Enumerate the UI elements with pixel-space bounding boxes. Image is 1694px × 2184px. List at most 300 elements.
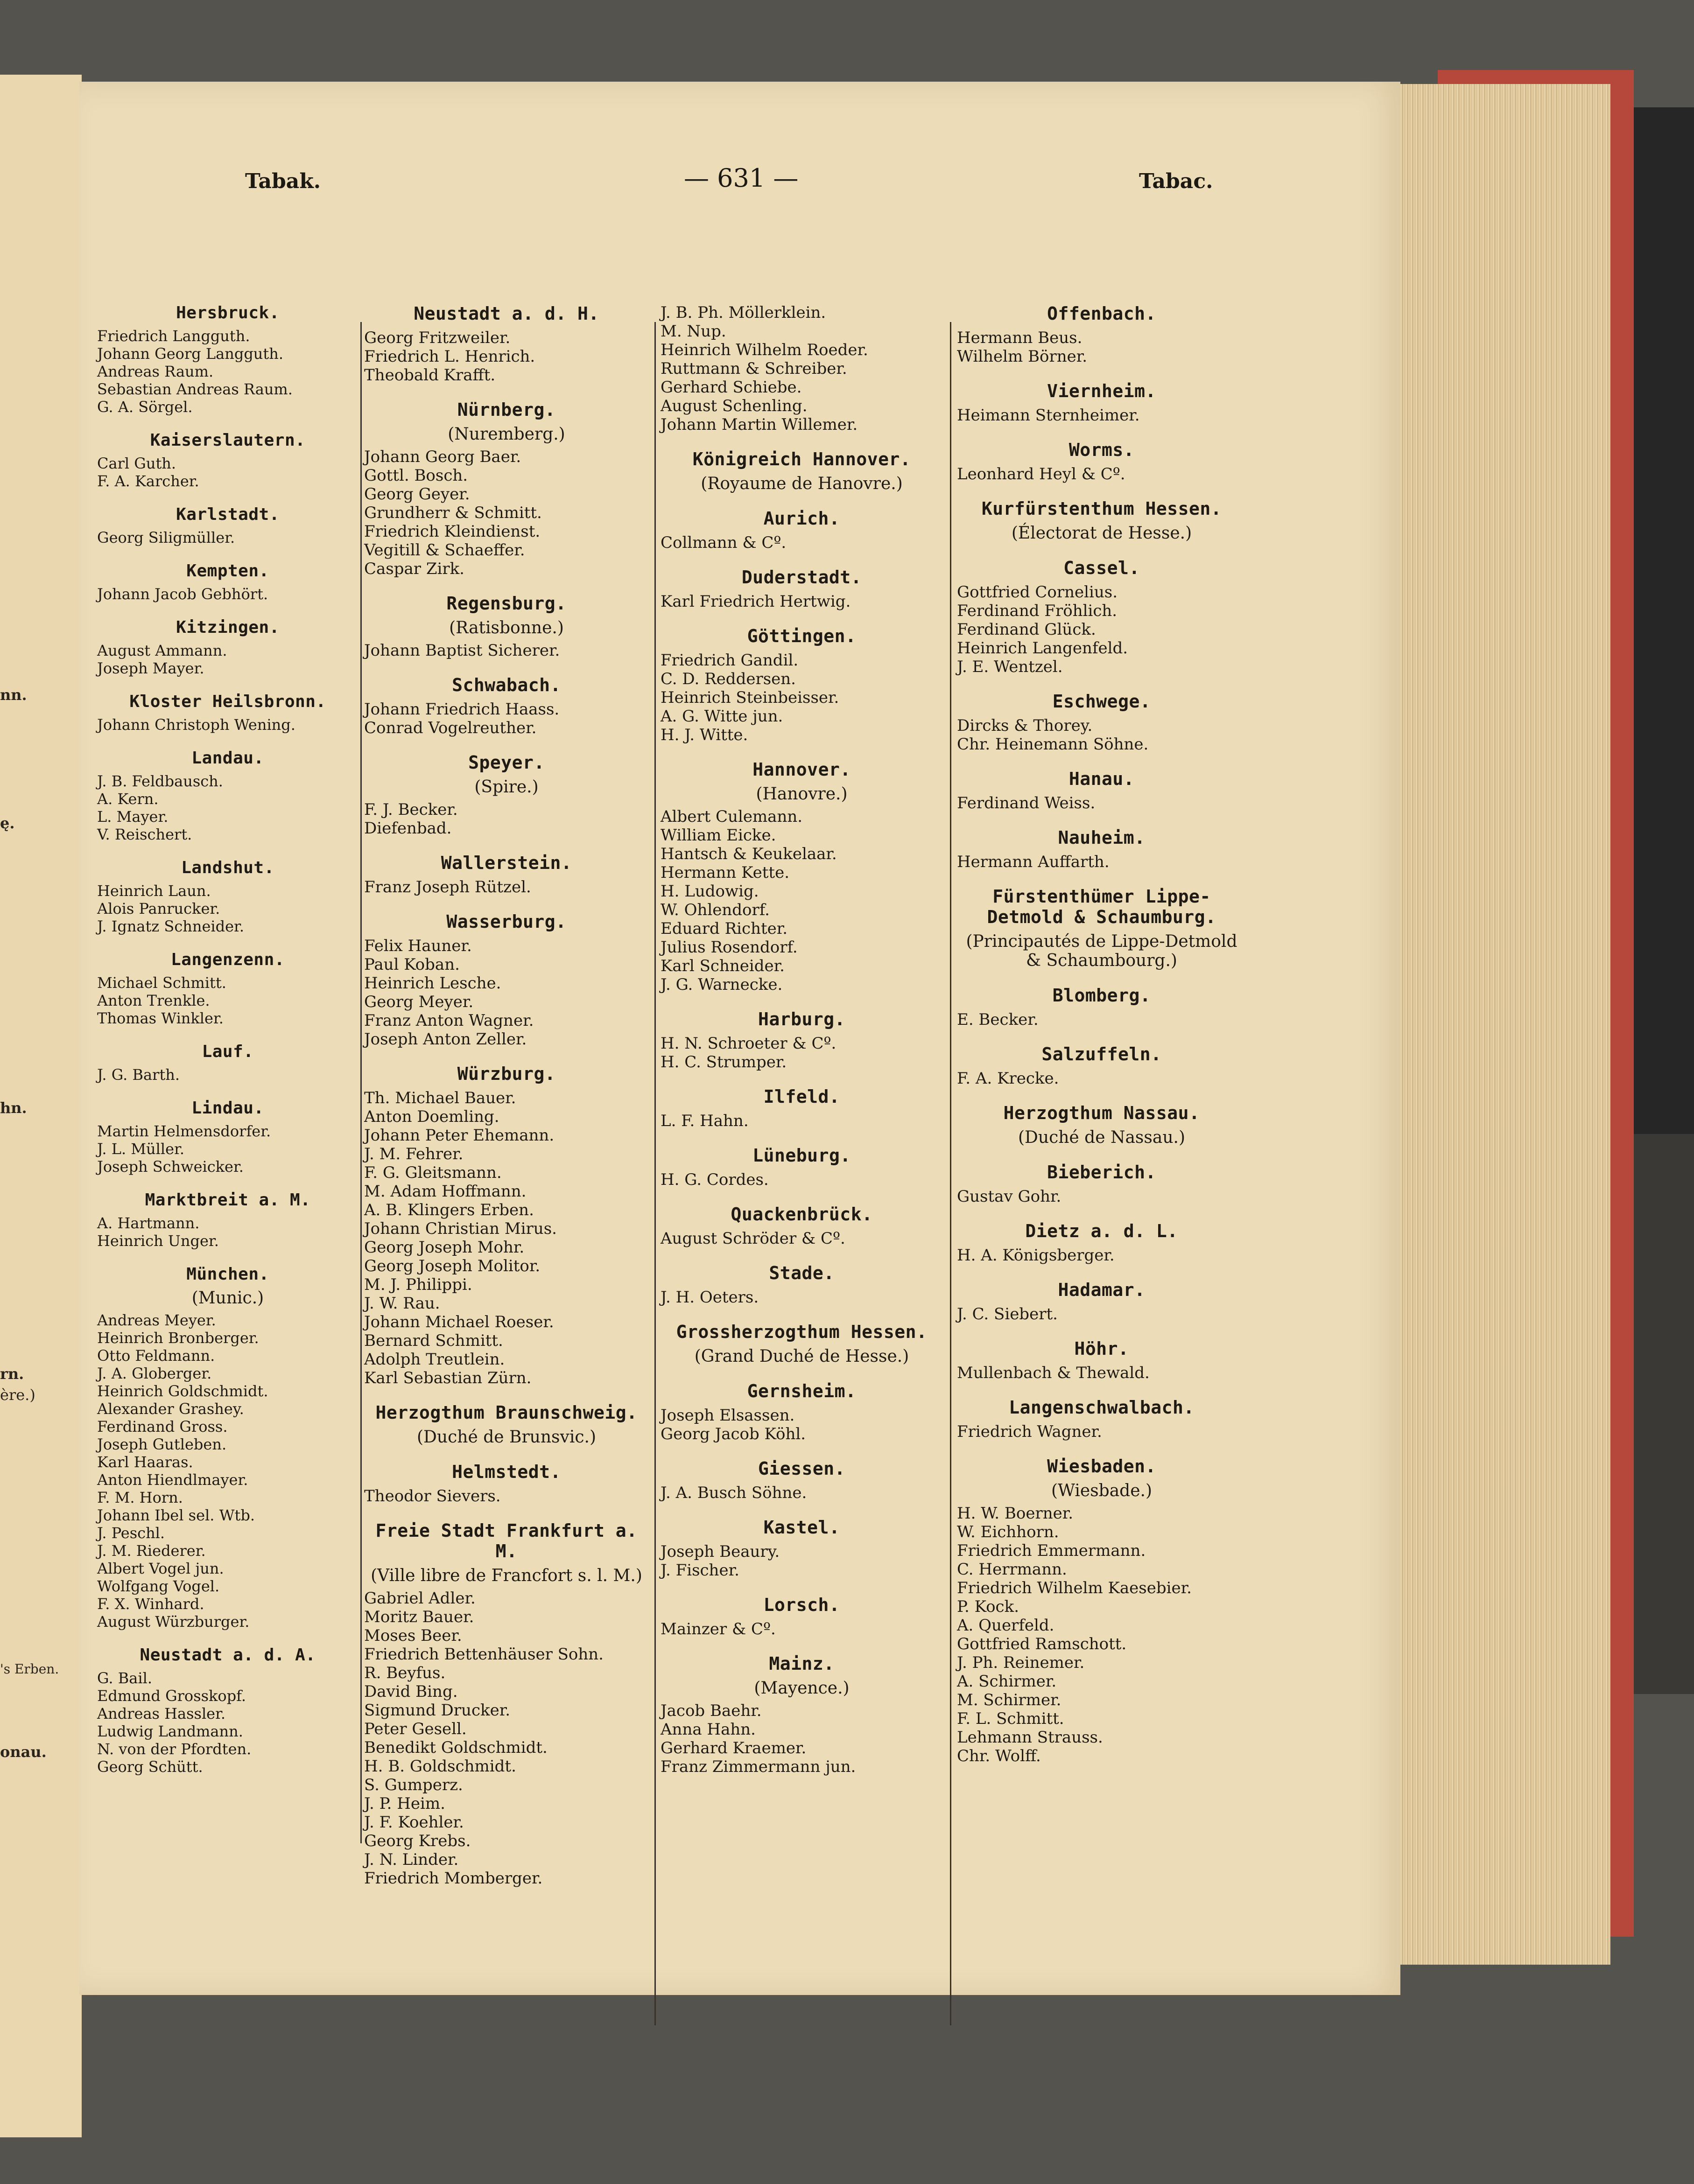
- merchant-entry: Grundherr & Schmitt.: [364, 504, 542, 522]
- merchant-entry: Bernard Schmitt.: [364, 1331, 503, 1350]
- merchant-entry: Franz Joseph Rützel.: [364, 878, 531, 896]
- city-subtitle: (Hanovre.): [756, 784, 848, 804]
- city-subtitle: (Spire.): [474, 777, 539, 797]
- city-heading: Cassel.: [1063, 558, 1140, 578]
- merchant-entry: Georg Schütt.: [97, 1758, 203, 1776]
- directory-section: [661, 1595, 943, 1638]
- merchant-entry: J. L. Müller.: [97, 1140, 185, 1158]
- merchant-entry: Georg Jacob Köhl.: [661, 1425, 806, 1443]
- merchant-entry: Joseph Schweicker.: [97, 1158, 244, 1176]
- city-subtitle: (Mayence.): [754, 1679, 850, 1698]
- city-heading: Offenbach.: [1047, 303, 1156, 324]
- merchant-entry: Moritz Bauer.: [364, 1608, 474, 1626]
- directory-section: [661, 567, 943, 611]
- directory-section: [97, 950, 358, 1027]
- city-heading: Landshut.: [181, 858, 274, 877]
- merchant-entry: Sigmund Drucker.: [364, 1701, 511, 1720]
- city-heading: Stade.: [769, 1263, 835, 1283]
- directory-section: [661, 1204, 943, 1248]
- merchant-entry: Heinrich Laun.: [97, 882, 211, 900]
- left-fragment: 's Erben.: [0, 1661, 59, 1677]
- merchant-entry: J. G. Barth.: [97, 1066, 180, 1084]
- merchant-entry: Adolph Treutlein.: [364, 1350, 505, 1369]
- city-subtitle: (Duché de Nassau.): [1018, 1128, 1186, 1147]
- entry-list: [364, 937, 649, 1049]
- merchant-entry: Friedrich Langguth.: [97, 327, 250, 345]
- merchant-entry: Georg Joseph Mohr.: [364, 1238, 525, 1257]
- merchant-entry: Wolfgang Vogel.: [97, 1577, 220, 1595]
- entry-list: [364, 329, 649, 385]
- city-heading: Herzogthum Nassau.: [1003, 1103, 1200, 1123]
- merchant-entry: Anton Trenkle.: [97, 992, 210, 1009]
- merchant-entry: A. Kern.: [97, 790, 159, 808]
- city-heading: Bieberich.: [1047, 1162, 1156, 1183]
- directory-section: [661, 1263, 943, 1307]
- merchant-entry: G. Bail.: [97, 1669, 152, 1687]
- city-heading: Mainz.: [769, 1653, 835, 1674]
- merchant-entry: Michael Schmitt.: [97, 974, 226, 992]
- merchant-entry: Hermann Kette.: [661, 863, 790, 882]
- merchant-entry: William Eicke.: [661, 826, 776, 845]
- merchant-entry: Th. Michael Bauer.: [364, 1089, 516, 1107]
- merchant-entry: Benedikt Goldschmidt.: [364, 1738, 548, 1757]
- merchant-entry: A. Querfeld.: [957, 1616, 1054, 1635]
- directory-section: [957, 1103, 1246, 1147]
- merchant-entry: Alois Panrucker.: [97, 900, 220, 917]
- directory-section: [97, 692, 358, 734]
- directory-section: [97, 618, 358, 677]
- merchant-entry: Andreas Hassler.: [97, 1705, 226, 1722]
- city-heading: Eschwege.: [1052, 691, 1151, 712]
- merchant-entry: F. A. Karcher.: [97, 472, 199, 490]
- directory-section: [97, 431, 358, 490]
- entry-list: [957, 583, 1246, 676]
- directory-section: [364, 1402, 649, 1447]
- merchant-entry: Georg Joseph Molitor.: [364, 1257, 541, 1275]
- merchant-entry: Moses Beer.: [364, 1626, 462, 1645]
- merchant-entry: Franz Zimmermann jun.: [661, 1757, 856, 1776]
- merchant-entry: Georg Siligmüller.: [97, 529, 235, 546]
- entry-list: [661, 1170, 943, 1189]
- merchant-entry: Joseph Elsassen.: [661, 1406, 795, 1425]
- city-heading: Landau.: [191, 749, 264, 768]
- left-fragment: rn.: [0, 1365, 24, 1383]
- directory-section: [957, 691, 1246, 754]
- city-subtitle: (Royaume de Hanovre.): [701, 474, 903, 493]
- merchant-entry: Johann Georg Langguth.: [97, 345, 284, 363]
- entry-list: [957, 1187, 1246, 1206]
- merchant-entry: Friedrich Momberger.: [364, 1869, 543, 1888]
- merchant-entry: V. Reischert.: [97, 826, 192, 843]
- city-heading: Regensburg.: [446, 593, 567, 614]
- entry-list: [97, 455, 358, 490]
- entry-list: [957, 1422, 1246, 1441]
- directory-section: [97, 1099, 358, 1176]
- directory-section: [957, 1338, 1246, 1382]
- directory-section: [957, 381, 1246, 425]
- directory-section: [364, 1064, 649, 1387]
- directory-section: [661, 1009, 943, 1071]
- merchant-entry: Friedrich Kleindienst.: [364, 522, 541, 541]
- merchant-entry: S. Gumperz.: [364, 1776, 463, 1794]
- merchant-entry: Gabriel Adler.: [364, 1589, 476, 1608]
- city-heading: Würzburg.: [457, 1064, 556, 1084]
- entry-list: [97, 772, 358, 843]
- merchant-entry: Wilhelm Börner.: [957, 347, 1088, 366]
- merchant-entry: Franz Anton Wagner.: [364, 1011, 534, 1030]
- directory-section: [957, 886, 1246, 970]
- merchant-entry: J. M. Riederer.: [97, 1542, 206, 1560]
- merchant-entry: Johann Peter Ehemann.: [364, 1126, 555, 1145]
- directory-section: [364, 911, 649, 1049]
- merchant-entry: H. B. Goldschmidt.: [364, 1757, 516, 1776]
- entry-list: [661, 1484, 943, 1502]
- city-heading: Aurich.: [763, 508, 840, 529]
- directory-section: [957, 1397, 1246, 1441]
- merchant-entry: F. X. Winhard.: [97, 1595, 204, 1613]
- directory-section: [364, 303, 649, 385]
- merchant-entry: Edmund Grosskopf.: [97, 1687, 246, 1705]
- entry-list: [957, 1364, 1246, 1382]
- city-heading: Kurfürstenthum Hessen.: [981, 498, 1222, 519]
- merchant-entry: N. von der Pfordten.: [97, 1740, 252, 1758]
- directory-section: [97, 1645, 358, 1776]
- city-heading: Kaiserslautern.: [150, 431, 306, 450]
- city-heading: Wasserburg.: [446, 911, 567, 932]
- merchant-entry: Caspar Zirk.: [364, 560, 464, 578]
- city-heading: Gernsheim.: [747, 1381, 857, 1401]
- merchant-entry: Albert Culemann.: [661, 807, 803, 826]
- merchant-entry: Heinrich Unger.: [97, 1232, 219, 1250]
- entry-list: [957, 1504, 1246, 1765]
- merchant-entry: Johann Christoph Wening.: [97, 716, 295, 734]
- merchant-entry: P. Kock.: [957, 1597, 1019, 1616]
- page-number: — 631 —: [684, 163, 799, 193]
- merchant-entry: Heinrich Steinbeisser.: [661, 688, 839, 707]
- merchant-entry: Georg Krebs.: [364, 1832, 471, 1850]
- merchant-entry: August Ammann.: [97, 642, 227, 659]
- city-heading: Hannover.: [752, 759, 851, 780]
- merchant-entry: J. Ignatz Schneider.: [97, 917, 244, 935]
- merchant-entry: Diefenbad.: [364, 819, 452, 838]
- merchant-entry: Anna Hahn.: [661, 1720, 756, 1739]
- merchant-entry: Johann Georg Baer.: [364, 448, 521, 466]
- merchant-entry: G. A. Sörgel.: [97, 398, 193, 416]
- merchant-entry: J. H. Oeters.: [661, 1288, 759, 1307]
- directory-section: [957, 1044, 1246, 1088]
- city-heading: Fürstenthümer Lippe-Detmold & Schaumburg.: [987, 886, 1216, 927]
- merchant-entry: Gottl. Bosch.: [364, 466, 468, 485]
- city-heading: Königreich Hannover.: [692, 449, 911, 469]
- entry-list: [97, 585, 358, 603]
- merchant-entry: J. W. Rau.: [364, 1294, 440, 1313]
- entry-list: [957, 794, 1246, 812]
- directory-section: [364, 853, 649, 896]
- merchant-entry: F. M. Horn.: [97, 1489, 183, 1506]
- merchant-entry: A. Schirmer.: [957, 1672, 1057, 1691]
- merchant-entry: Peter Gesell.: [364, 1720, 467, 1738]
- city-heading: Salzuffeln.: [1041, 1044, 1162, 1064]
- merchant-entry: Ferdinand Glück.: [957, 620, 1096, 639]
- directory-section: [661, 508, 943, 552]
- merchant-entry: Georg Fritzweiler.: [364, 329, 511, 347]
- city-heading: Kitzingen.: [176, 618, 280, 637]
- city-heading: Langenschwalbach.: [1009, 1397, 1195, 1418]
- entry-list: [957, 853, 1246, 871]
- city-heading: Ilfeld.: [763, 1086, 840, 1107]
- city-heading: Lindau.: [191, 1099, 264, 1118]
- merchant-entry: Johann Friedrich Haass.: [364, 700, 560, 719]
- city-heading: München.: [186, 1265, 269, 1284]
- merchant-entry: Gustav Gohr.: [957, 1187, 1061, 1206]
- merchant-entry: F. J. Becker.: [364, 800, 458, 819]
- column-1: [97, 303, 358, 1791]
- right-page: [79, 82, 1400, 1995]
- merchant-entry: Dircks & Thorey.: [957, 716, 1093, 735]
- merchant-entry: Joseph Mayer.: [97, 659, 204, 677]
- merchant-entry: J. G. Warnecke.: [661, 975, 783, 994]
- city-heading: Hersbruck.: [176, 303, 280, 322]
- directory-section: [957, 827, 1246, 871]
- city-subtitle: (Principautés de Lippe-Detmold & Schaumbourg.): [966, 932, 1237, 970]
- city-heading: Hanau.: [1068, 769, 1135, 789]
- entry-list: [97, 529, 358, 546]
- city-heading: Quackenbrück.: [731, 1204, 873, 1225]
- entry-list: [364, 448, 649, 578]
- merchant-entry: Thomas Winkler.: [97, 1009, 224, 1027]
- merchant-entry: F. A. Krecke.: [957, 1069, 1059, 1088]
- city-heading: Freie Stadt Frankfurt a. M.: [375, 1520, 638, 1561]
- entry-list: [661, 651, 943, 744]
- merchant-entry: Ferdinand Gross.: [97, 1418, 228, 1435]
- merchant-entry: Johann Ibel sel. Wtb.: [97, 1506, 255, 1524]
- entry-list: [661, 1406, 943, 1443]
- merchant-entry: A. Hartmann.: [97, 1214, 200, 1232]
- entry-list: [661, 303, 943, 434]
- directory-section: [957, 769, 1246, 812]
- entry-list: [661, 807, 943, 994]
- merchant-entry: Andreas Meyer.: [97, 1311, 216, 1329]
- left-fragment: ère.): [0, 1386, 35, 1404]
- merchant-entry: J. A. Globerger.: [97, 1365, 212, 1382]
- entry-list: [364, 1487, 649, 1505]
- city-heading: Nauheim.: [1058, 827, 1146, 848]
- merchant-entry: Sebastian Andreas Raum.: [97, 380, 293, 398]
- merchant-entry: Johann Baptist Sicherer.: [364, 641, 560, 660]
- merchant-entry: Karl Sebastian Zürn.: [364, 1369, 532, 1387]
- merchant-entry: J. Peschl.: [97, 1524, 165, 1542]
- merchant-entry: David Bing.: [364, 1682, 458, 1701]
- merchant-entry: Georg Meyer.: [364, 993, 474, 1011]
- city-heading: Marktbreit a. M.: [145, 1190, 311, 1210]
- merchant-entry: J. B. Ph. Möllerklein.: [661, 303, 826, 322]
- entry-list: [957, 329, 1246, 366]
- merchant-entry: Johann Martin Willemer.: [661, 415, 858, 434]
- left-fragment: hn.: [0, 1099, 27, 1117]
- city-heading: Karlstadt.: [176, 505, 280, 524]
- city-heading: Dietz a. d. L.: [1025, 1221, 1178, 1241]
- merchant-entry: Hantsch & Keukelaar.: [661, 845, 837, 863]
- city-heading: Lauf.: [202, 1042, 254, 1061]
- city-heading: Kempten.: [186, 561, 269, 581]
- merchant-entry: Theodor Sievers.: [364, 1487, 501, 1505]
- merchant-entry: Ruttmann & Schreiber.: [661, 359, 847, 378]
- directory-section: [364, 1462, 649, 1505]
- merchant-entry: J. B. Feldbausch.: [97, 772, 223, 790]
- merchant-entry: Karl Haaras.: [97, 1453, 193, 1471]
- merchant-entry: Joseph Anton Zeller.: [364, 1030, 527, 1049]
- entry-list: [97, 327, 358, 416]
- directory-section: [661, 1653, 943, 1776]
- merchant-entry: F. L. Schmitt.: [957, 1709, 1064, 1728]
- city-heading: Helmstedt.: [452, 1462, 561, 1482]
- entry-list: [661, 592, 943, 611]
- entry-list: [957, 465, 1246, 483]
- merchant-entry: Karl Schneider.: [661, 957, 785, 975]
- merchant-entry: Heinrich Langenfeld.: [957, 639, 1128, 658]
- merchant-entry: M. Schirmer.: [957, 1691, 1061, 1709]
- entry-list: [661, 1542, 943, 1580]
- page-edges: [1368, 84, 1610, 1965]
- entry-list: [364, 800, 649, 838]
- directory-section: [957, 1456, 1246, 1765]
- merchant-entry: L. Mayer.: [97, 808, 169, 826]
- directory-section: [661, 1517, 943, 1580]
- merchant-entry: Theobald Krafft.: [364, 366, 496, 385]
- merchant-entry: J. Fischer.: [661, 1561, 739, 1580]
- entry-list: [97, 1669, 358, 1776]
- merchant-entry: Karl Friedrich Hertwig.: [661, 592, 851, 611]
- directory-section: [97, 303, 358, 416]
- merchant-entry: Gottfried Cornelius.: [957, 583, 1118, 602]
- entry-list: [97, 1214, 358, 1250]
- directory-section: [661, 303, 943, 434]
- city-heading: Viernheim.: [1047, 381, 1156, 401]
- entry-list: [957, 1010, 1246, 1029]
- merchant-entry: Gerhard Kraemer.: [661, 1739, 807, 1757]
- city-heading: Wiesbaden.: [1047, 1456, 1156, 1477]
- merchant-entry: Jacob Baehr.: [661, 1701, 762, 1720]
- directory-section: [661, 1145, 943, 1189]
- entry-list: [661, 1620, 943, 1638]
- merchant-entry: M. J. Philippi.: [364, 1275, 472, 1294]
- directory-section: [957, 558, 1246, 676]
- merchant-entry: Friedrich Wilhelm Kaesebier.: [957, 1579, 1192, 1597]
- merchant-entry: E. Becker.: [957, 1010, 1039, 1029]
- entry-list: [364, 1589, 649, 1888]
- merchant-entry: C. D. Reddersen.: [661, 670, 796, 688]
- directory-section: [364, 752, 649, 838]
- merchant-entry: Friedrich Gandil.: [661, 651, 799, 670]
- merchant-entry: Hermann Auffarth.: [957, 853, 1110, 871]
- merchant-entry: H. W. Boerner.: [957, 1504, 1074, 1523]
- entry-list: [97, 642, 358, 677]
- directory-section: [661, 626, 943, 744]
- directory-section: [97, 1042, 358, 1084]
- running-head-left: Tabak.: [245, 169, 321, 193]
- entry-list: [97, 882, 358, 935]
- entry-list: [957, 1246, 1246, 1265]
- merchant-entry: Gottfried Ramschott.: [957, 1635, 1127, 1653]
- merchant-entry: J. E. Wentzel.: [957, 658, 1063, 676]
- left-page: [0, 75, 82, 2137]
- merchant-entry: Vegitill & Schaeffer.: [364, 541, 525, 560]
- city-heading: Speyer.: [468, 752, 545, 773]
- merchant-entry: Heimann Sternheimer.: [957, 406, 1140, 425]
- directory-section: [97, 749, 358, 843]
- merchant-entry: Johann Michael Roeser.: [364, 1313, 554, 1331]
- directory-section: [957, 498, 1246, 543]
- city-heading: Herzogthum Braunschweig.: [375, 1402, 638, 1423]
- merchant-entry: August Schenling.: [661, 397, 808, 415]
- column-rule: [360, 322, 362, 1843]
- entry-list: [97, 1066, 358, 1084]
- entry-list: [97, 1122, 358, 1176]
- merchant-entry: Carl Guth.: [97, 455, 176, 472]
- merchant-entry: Anton Doemling.: [364, 1107, 499, 1126]
- directory-section: [661, 1458, 943, 1502]
- city-heading: Grossherzogthum Hessen.: [676, 1322, 928, 1342]
- directory-section: [97, 1190, 358, 1250]
- city-heading: Duderstadt.: [741, 567, 862, 588]
- city-heading: Harburg.: [758, 1009, 846, 1029]
- entry-list: [661, 1288, 943, 1307]
- merchant-entry: M. Adam Hoffmann.: [364, 1182, 527, 1201]
- city-subtitle: (Munic.): [191, 1288, 264, 1308]
- merchant-entry: Collmann & Cº.: [661, 533, 787, 552]
- merchant-entry: Heinrich Goldschmidt.: [97, 1382, 268, 1400]
- directory-section: [661, 1381, 943, 1443]
- entry-list: [97, 716, 358, 734]
- city-subtitle: (Ville libre de Francfort s. l. M.): [371, 1566, 642, 1585]
- directory-section: [364, 675, 649, 737]
- directory-section: [661, 1322, 943, 1366]
- merchant-entry: Anton Hiendlmayer.: [97, 1471, 248, 1489]
- merchant-entry: A. B. Klingers Erben.: [364, 1201, 534, 1219]
- entry-list: [957, 1305, 1246, 1323]
- column-rule: [950, 322, 951, 2025]
- merchant-entry: Friedrich Emmermann.: [957, 1541, 1146, 1560]
- merchant-entry: Mullenbach & Thewald.: [957, 1364, 1150, 1382]
- merchant-entry: August Würzburger.: [97, 1613, 250, 1631]
- city-subtitle: (Ratisbonne.): [449, 618, 564, 637]
- city-heading: Lorsch.: [763, 1595, 840, 1615]
- merchant-entry: Otto Feldmann.: [97, 1347, 215, 1365]
- merchant-entry: Martin Helmensdorfer.: [97, 1122, 271, 1140]
- merchant-entry: H. N. Schroeter & Cº.: [661, 1034, 836, 1053]
- left-fragment: ę.: [0, 814, 15, 832]
- directory-section: [957, 440, 1246, 483]
- merchant-entry: J. F. Koehler.: [364, 1813, 464, 1832]
- merchant-entry: H. G. Cordes.: [661, 1170, 769, 1189]
- city-heading: Göttingen.: [747, 626, 857, 646]
- merchant-entry: J. M. Fehrer.: [364, 1145, 464, 1163]
- directory-section: [97, 505, 358, 546]
- merchant-entry: Mainzer & Cº.: [661, 1620, 776, 1638]
- merchant-entry: C. Herrmann.: [957, 1560, 1067, 1579]
- entry-list: [364, 878, 649, 896]
- city-heading: Schwabach.: [452, 675, 561, 695]
- city-heading: Kloster Heilsbronn.: [129, 692, 326, 711]
- running-head-right: Tabac.: [1139, 169, 1213, 193]
- entry-list: [661, 1229, 943, 1248]
- merchant-entry: H. Ludowig.: [661, 882, 759, 901]
- entry-list: [661, 1034, 943, 1071]
- entry-list: [957, 1069, 1246, 1088]
- city-heading: Neustadt a. d. A.: [140, 1645, 316, 1665]
- merchant-entry: F. G. Gleitsmann.: [364, 1163, 502, 1182]
- city-heading: Hadamar.: [1058, 1280, 1146, 1300]
